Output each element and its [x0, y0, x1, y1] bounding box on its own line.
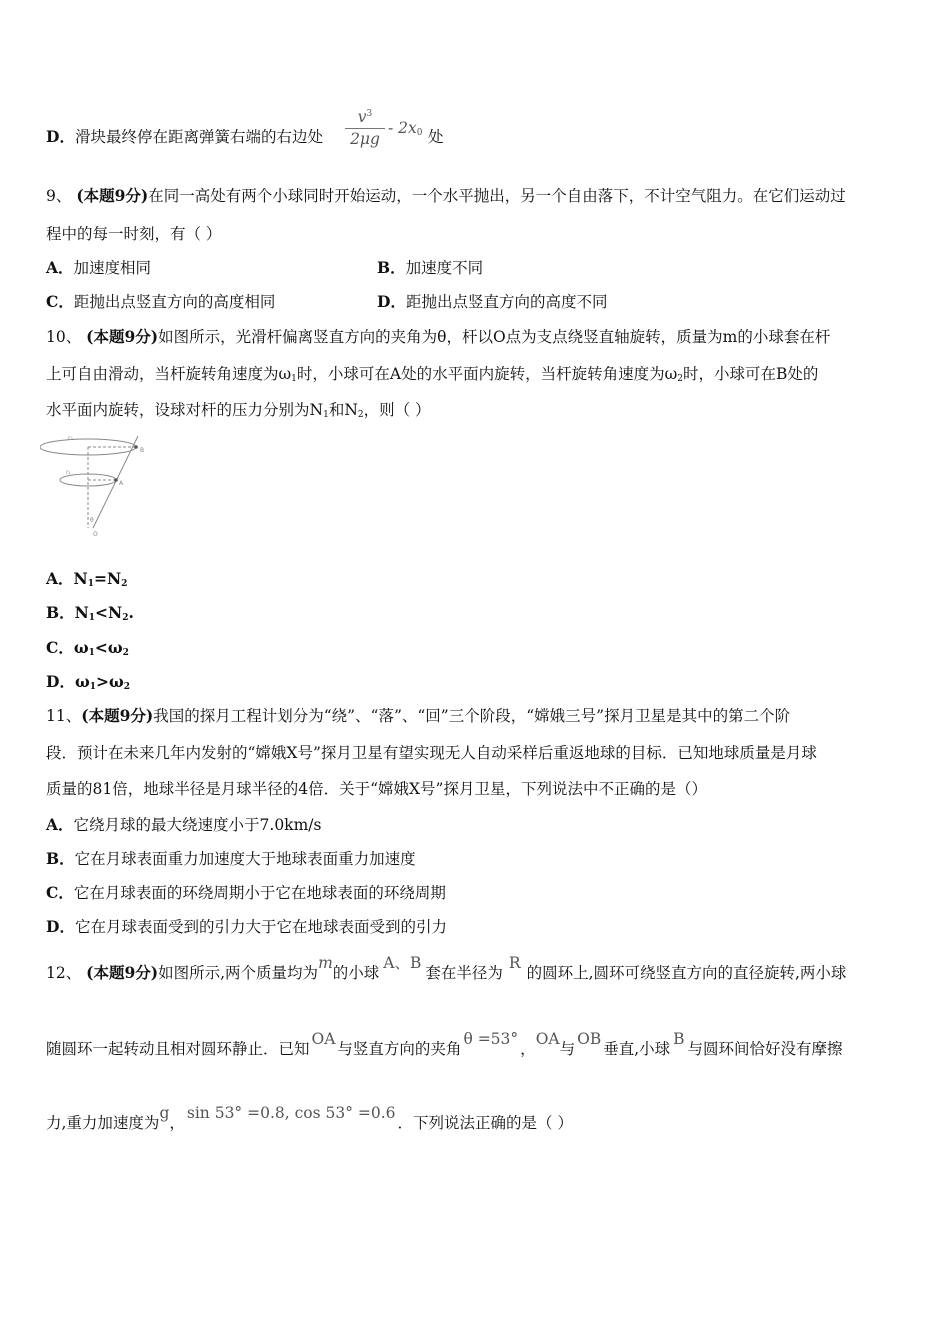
q12-l3-b: ， [169, 1114, 185, 1132]
q10-option-d-op: >ω [95, 672, 124, 691]
q9-option-d-text: 距抛出点竖直方向的高度不同 [405, 293, 608, 311]
q10-option-d [46, 672, 130, 697]
q10-stem-3b: 和N [328, 401, 358, 419]
q10-stem-3c: ，则（ ） [363, 401, 431, 419]
q10-option-b [46, 603, 134, 628]
q9-option-d [377, 292, 607, 312]
q10-option-c-s1: 1 [88, 648, 95, 658]
q9-option-a-text: 加速度相同 [73, 259, 152, 277]
q10-ball-a [114, 478, 118, 482]
q12-l1-b: 的小球 [332, 964, 380, 982]
q9-option-c-label: C． [46, 292, 74, 311]
q10-label-r2: r₂ [68, 435, 73, 442]
q10-stem-text1: 如图所示，光滑杆偏离竖直方向的夹角为θ，杆以O点为支点绕竖直轴旋转，质量为m的小球套在杆 [158, 328, 831, 346]
q10-label-o: O [93, 531, 98, 538]
q12-l3-a: 力,重力加速度为 [46, 1114, 160, 1132]
q11-stem-line1 [46, 706, 790, 726]
q10-option-b-tail: . [128, 603, 134, 622]
q9-stem-text1: 在同一高处有两个小球同时开始运动，一个水平抛出，另一个自由落下，不计空气阻力。在它们运动过 [148, 187, 846, 205]
q11-option-c-label: C． [46, 883, 74, 902]
q8-minus-text: - 2x [388, 119, 417, 137]
q8-frac-numerator: v [357, 108, 367, 127]
q9-option-a-label: A． [46, 258, 74, 277]
q10-number: 10、 [46, 328, 82, 346]
q12-l1-c: 套在半径为 [425, 964, 503, 982]
q10-stem-line1 [46, 327, 830, 347]
q8-minus-sub: 0 [416, 128, 423, 138]
q12-l2-b: 与竖直方向的夹角 [337, 1040, 462, 1058]
q8-minus-term [388, 118, 423, 143]
q10-option-d-a: ω [74, 672, 90, 691]
q10-stem-line2 [46, 364, 818, 389]
q12-l2-b-ball: B [673, 1030, 685, 1048]
q10-stem-3a: 水平面内旋转，设球对杆的压力分别为N [46, 401, 324, 419]
q10-stem-line3 [46, 400, 431, 425]
q8-option-d [46, 127, 323, 147]
q11-score: (本题9分) [81, 706, 154, 725]
q10-label-theta: θ [90, 517, 94, 524]
q12-number: 12、 [46, 964, 82, 982]
q12-l2-e: 垂直,小球 [603, 1040, 671, 1058]
q12-l2-ob: OB [577, 1030, 602, 1048]
q10-option-d-s2: 2 [123, 682, 130, 692]
q12-l2-f: 与圆环间恰好没有摩擦 [687, 1040, 843, 1058]
q10-ball-b [134, 445, 138, 449]
q9-option-d-label: D． [377, 292, 406, 311]
q10-option-a-label: A． [46, 569, 74, 588]
q11-stem-line2: 段．预计在未来几年内发射的“嫦娥X号”探月卫星有望实现无人自动采样后重返地球的目标．已知地球质量是月球 [46, 744, 817, 762]
q8-option-d-tail: 处 [428, 128, 444, 146]
q8-option-d-text: 滑块最终停在距离弹簧右端的右边处 [74, 128, 323, 146]
q9-option-b-label: B． [377, 258, 406, 277]
q11-stem-text1: 我国的探月工程计划分为“绕”、“落”、“回”三个阶段，“嫦娥三号”探月卫星是其中的第二个阶 [153, 707, 791, 725]
q10-sub-2a: 2 [677, 374, 683, 384]
q11-option-d-text: 它在月球表面受到的引力大于它在地球表面受到的引力 [74, 918, 447, 936]
q8-frac-sup: 3 [366, 109, 373, 119]
q12-l1-d: 的圆环上,圆环可绕竖直方向的直径旋转,两小球 [526, 964, 847, 982]
q10-sub-1b: 1 [323, 410, 329, 420]
q12-l2-a: 随圆环一起转动且相对圆环静止．已知 [46, 1040, 310, 1058]
q11-option-b-label: B． [46, 849, 75, 868]
q10-option-c-a: ω [73, 638, 89, 657]
q10-option-a [46, 569, 127, 594]
q9-option-a [46, 258, 151, 278]
q11-option-d [46, 917, 447, 937]
q10-rod [93, 436, 138, 528]
q10-score: (本题9分) [86, 327, 159, 346]
q12-l1-a: 如图所示,两个质量均为 [158, 964, 319, 982]
q9-option-c-text: 距抛出点竖直方向的高度相同 [73, 293, 276, 311]
q11-option-c [46, 883, 446, 903]
q10-option-b-s1: 1 [88, 613, 96, 623]
q10-option-c [46, 638, 129, 663]
q9-option-c [46, 292, 275, 312]
q12-stem-line3 [46, 1104, 573, 1133]
q12-stem-line1 [46, 954, 847, 983]
q11-option-a [46, 815, 321, 835]
q11-option-d-label: D． [46, 917, 75, 936]
q10-option-a-op: =N [93, 569, 122, 588]
q12-l3-g: g [159, 1104, 170, 1122]
q11-option-c-text: 它在月球表面的环绕周期小于它在地球表面的环绕周期 [73, 884, 446, 902]
q8-fraction [345, 104, 385, 149]
q11-number: 11、 [46, 707, 82, 725]
q11-option-a-text: 它绕月球的最大绕速度小于7.0km/s [73, 816, 322, 834]
q11-stem-line3: 质量的81倍，地球半径是月球半径的4倍．关于“嫦娥X号”探月卫星，下列说法中不正确的是（） [46, 780, 707, 798]
q9-stem-line1 [46, 186, 846, 206]
q9-number: 9、 [46, 187, 72, 205]
q9-option-b [377, 258, 483, 278]
q9-option-b-text: 加速度不同 [405, 259, 484, 277]
q12-l1-m: m [318, 954, 333, 972]
q10-label-b: B [140, 447, 145, 454]
q10-label-a: A [119, 480, 124, 487]
q10-sub-1a: 1 [291, 374, 297, 384]
q12-l2-theta: θ =53° [463, 1030, 519, 1048]
q10-label-r1: r₁ [66, 469, 71, 476]
q10-option-d-s1: 1 [89, 682, 96, 692]
q10-sub-2b: 2 [357, 410, 364, 420]
q10-option-b-a: N [74, 603, 89, 622]
q9-stem-line2: 程中的每一时刻，有（ ） [46, 225, 222, 243]
q11-option-a-label: A． [46, 815, 74, 834]
q12-l3-c: ．下列说法正确的是（ ） [397, 1114, 573, 1132]
q8-option-d-label: D． [46, 127, 75, 146]
q9-score: (本题9分) [76, 186, 149, 205]
q10-rotating-rod-figure [40, 432, 150, 538]
q10-stem-2a: 上可自由滑动，当杆旋转角速度为ω [46, 365, 292, 383]
q10-option-b-label: B． [46, 603, 75, 622]
q10-stem-2c: 时，小球可在B处的 [682, 365, 819, 383]
q10-option-a-s2: 2 [121, 579, 128, 589]
q10-stem-2b: 时，小球可在A处的水平面内旋转，当杆旋转角速度为ω [296, 365, 678, 383]
q12-l2-oa: OA [311, 1030, 336, 1048]
q10-option-a-s1: 1 [87, 579, 94, 589]
q12-l1-r: R [508, 954, 521, 972]
q11-option-b-text: 它在月球表面重力加速度大于地球表面重力加速度 [74, 850, 416, 868]
q12-l2-d: 与 [559, 1040, 576, 1058]
q12-l2-c: ， [520, 1040, 536, 1058]
q10-option-a-a: N [73, 569, 88, 588]
q10-option-b-op: <N [95, 603, 123, 622]
q11-option-b [46, 849, 416, 869]
q10-option-d-label: D． [46, 672, 75, 691]
q10-option-c-label: C． [46, 638, 74, 657]
q12-l3-trig: sin 53° =0.8, cos 53° =0.6 [186, 1104, 396, 1122]
q12-l1-ab: A、B [383, 954, 422, 972]
q10-option-b-s2: 2 [122, 613, 129, 623]
q12-score: (本题9分) [86, 963, 159, 982]
q10-option-c-s2: 2 [122, 648, 129, 658]
q12-l2-oa2: OA [535, 1030, 560, 1048]
q8-frac-denominator: 2μg [350, 130, 380, 149]
q12-stem-line2 [46, 1030, 843, 1059]
q10-option-c-op: <ω [94, 638, 123, 657]
